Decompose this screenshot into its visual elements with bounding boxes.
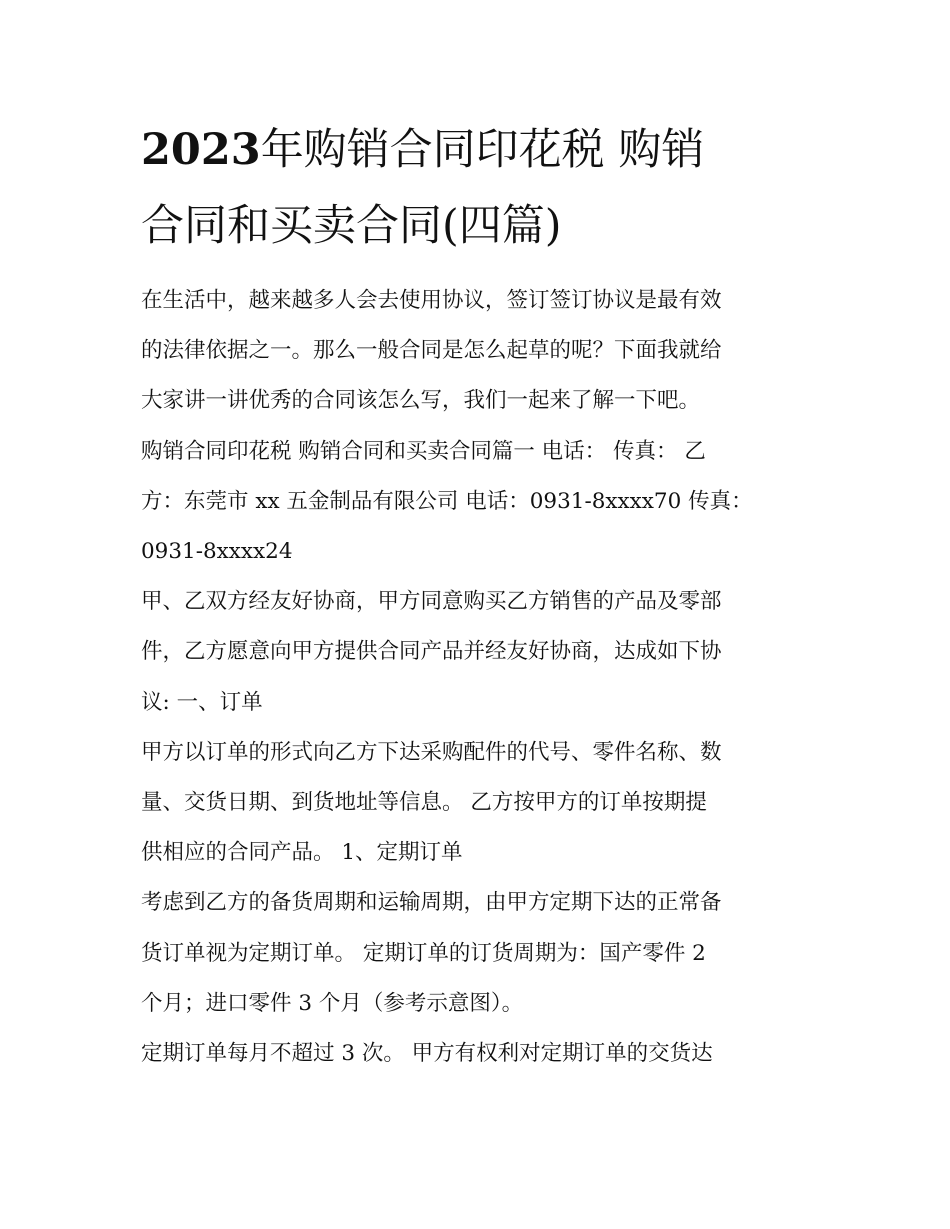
body-line-14: 货订单视为定期订单。 定期订单的订货周期为：国产零件 2 [141, 940, 706, 966]
title-line-2: 合同和买卖合同(四篇) [141, 201, 562, 251]
document-content [141, 112, 813, 1079]
title-year: 2023 [141, 125, 261, 175]
body-line-5: 方：东莞市 xx 五金制品有限公司 电话：0931-8xxxx70 传真： [141, 488, 753, 514]
body-line-8: 件，乙方愿意向甲方提供合同产品并经友好协商，达成如下协 [141, 639, 722, 665]
document-title [141, 112, 813, 264]
body-line-11: 量、交货日期、到货地址等信息。 乙方按甲方的订单按期提 [141, 790, 707, 816]
body-line-13: 考虑到乙方的备货周期和运输周期，由甲方定期下达的正常备 [141, 890, 722, 916]
body-line-12: 供相应的合同产品。 1、定期订单 [141, 840, 463, 866]
title-line-1-text: 年购销合同印花税 购销 [260, 125, 705, 175]
body-line-6: 0931-8xxxx24 [141, 539, 293, 565]
body-line-15: 个月；进口零件 3 个月（参考示意图）。 [141, 990, 524, 1016]
body-line-3: 大家讲一讲优秀的合同该怎么写，我们一起来了解一下吧。 [141, 388, 701, 414]
body-line-16: 定期订单每月不超过 3 次。 甲方有权利对定期订单的交货达 [141, 1041, 713, 1067]
body-line-9: 议: 一、订单 [141, 689, 263, 715]
body-line-1: 在生活中，越来越多人会去使用协议，签订签订协议是最有效 [141, 288, 722, 313]
title-line-1 [141, 112, 813, 188]
body-line-4: 购销合同印花税 购销合同和买卖合同篇一 电话： 传真： 乙 [141, 438, 706, 464]
document-body [141, 276, 813, 1079]
body-line-7: 甲、乙双方经友好协商，甲方同意购买乙方销售的产品及零部 [141, 589, 722, 615]
body-line-2: 的法律依据之一。那么一般合同是怎么起草的呢？下面我就给 [141, 338, 722, 364]
body-line-10: 甲方以订单的形式向乙方下达采购配件的代号、零件名称、数 [141, 739, 722, 765]
